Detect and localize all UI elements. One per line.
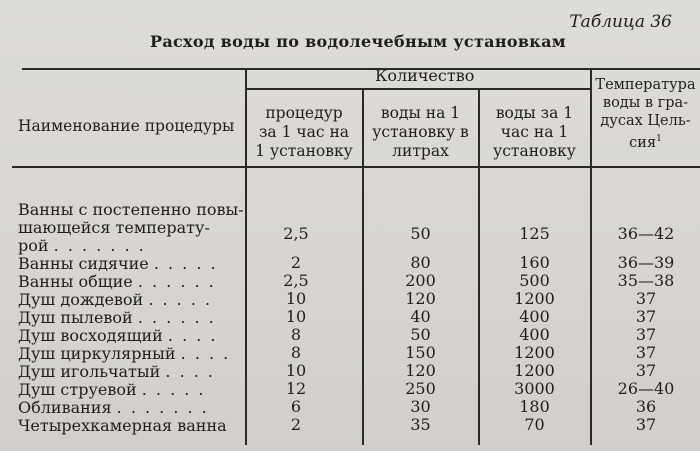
cell-temperature: 26—40 [617,379,675,398]
cell-water-unit: 150 [405,343,436,362]
table-number: Таблица 36 [569,12,672,32]
cell-temperature: 37 [635,415,657,434]
cell-water-hour: 500 [519,271,550,290]
leader-dots: . . . . . [153,254,218,273]
procedure-name: Душ игольчатый . . . . [18,362,216,381]
cell-water-unit: 120 [405,361,436,380]
cell-temperature: 37 [635,343,657,362]
procedure-name: Четырехкамерная ванна [18,416,227,435]
cell-water-hour: 160 [519,253,550,272]
header-water-per-unit: воды на 1 установку в литрах [372,104,469,160]
header-procedure-name: Наименование процедуры [18,117,235,135]
procedure-name: шающейся температу- [18,218,210,238]
leader-dots: . . . . . . . [116,398,209,417]
table-title: Расход воды по водолечебным установкам [150,32,566,51]
procedure-name: Душ струевой . . . . . [18,380,206,399]
cell-water-unit: 30 [410,397,431,416]
procedure-name: Ванны общие . . . . . . [18,272,216,291]
leader-dots: . . . . . . . [53,236,146,256]
cell-temperature: 36—39 [617,253,675,272]
cell-temperature: 36—42 [617,224,675,244]
cell-water-hour: 1200 [514,289,555,308]
cell-water-hour: 70 [524,415,545,434]
header-temperature: Температура воды в гра- дусах Цель- сия$^1$ [595,77,696,151]
procedure-name: Душ восходящий . . . . [18,326,218,345]
cell-water-unit: 200 [405,271,436,290]
header-water-per-hour: воды за 1 час на 1 установку [493,104,576,160]
procedure-name: рой . . . . . . . [18,236,146,256]
cell-water-hour: 3000 [514,379,555,398]
leader-dots: . . . . . . [137,308,216,327]
procedure-name: Душ дождевой . . . . . [18,290,213,309]
procedure-name: Ванны с постепенно повы- [18,200,244,219]
cell-water-hour: 1200 [514,361,555,380]
cell-water-unit: 35 [410,415,431,434]
procedure-name: Душ циркулярный . . . . [18,344,231,363]
cell-temperature: 37 [635,325,657,344]
cell-procedures: 6 [290,397,302,416]
leader-dots: . . . . [180,344,231,363]
cell-procedures: 12 [285,379,307,398]
cell-water-unit: 40 [410,307,431,326]
procedure-name: Обливания . . . . . . . [18,398,209,417]
cell-procedures: 10 [285,361,307,380]
cell-procedures: 8 [290,343,302,362]
procedure-name: Ванны сидячие . . . . . [18,254,218,273]
cell-water-unit: 120 [405,289,436,308]
temperature-footnote-mark: 1 [656,134,662,144]
cell-procedures: 2 [290,415,302,434]
quantity-group-rule [246,88,591,90]
header-procedures-per-hour: процедур за 1 час на 1 установку [255,104,353,160]
cell-procedures: 10 [285,307,307,326]
cell-temperature: 35—38 [617,271,675,290]
cell-water-hour: 400 [519,325,550,344]
cell-water-hour: 1200 [514,343,555,362]
leader-dots: . . . . . . [137,272,216,291]
leader-dots: . . . . [167,326,218,345]
leader-dots: . . . . . [141,380,206,399]
cell-water-unit: 50 [410,224,431,244]
leader-dots: . . . . [165,362,216,381]
header-quantity-group: Количество [375,66,475,85]
cell-water-hour: 180 [519,397,550,416]
procedure-name: Душ пылевой . . . . . . [18,308,216,327]
header-bottom-rule [12,166,700,168]
cell-temperature: 37 [635,289,657,308]
cell-water-unit: 80 [410,253,431,272]
leader-dots: . . . . . [148,290,213,309]
cell-temperature: 37 [635,307,657,326]
cell-water-hour: 125 [519,224,550,244]
cell-water-unit: 50 [410,325,431,344]
cell-water-hour: 400 [519,307,550,326]
top-rule [22,68,700,70]
cell-procedures: 10 [285,289,307,308]
cell-procedures: 2 [290,253,302,272]
cell-procedures: 2,5 [283,224,309,244]
cell-temperature: 37 [635,361,657,380]
cell-water-unit: 250 [405,379,436,398]
cell-temperature: 36 [635,397,657,416]
cell-procedures: 2,5 [283,271,309,290]
cell-procedures: 8 [290,325,302,344]
